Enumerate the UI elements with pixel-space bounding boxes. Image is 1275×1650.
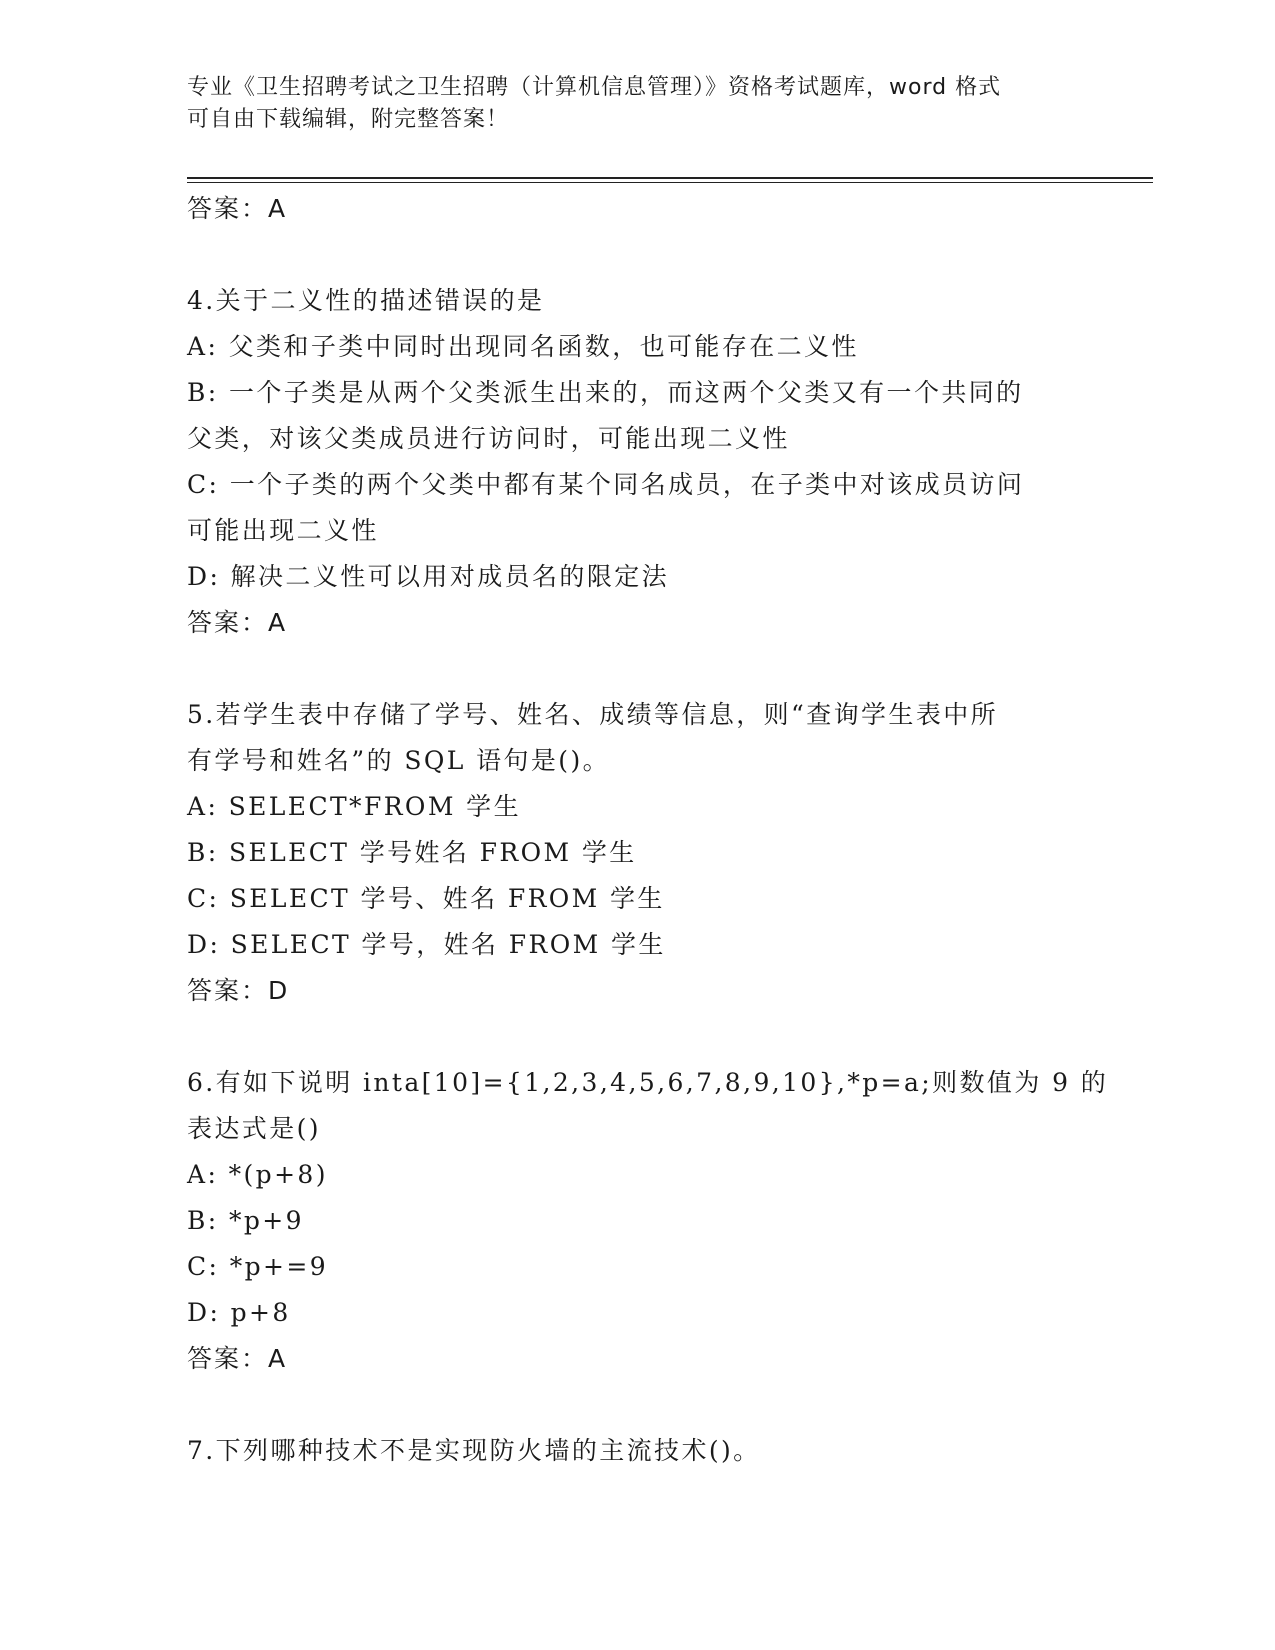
option-d: D: SELECT 学号，姓名 FROM 学生	[187, 930, 666, 959]
option-b-continued: 父类，对该父类成员进行访问时，可能出现二义性	[187, 424, 790, 453]
option-d: D: p+8	[187, 1298, 291, 1327]
question-stem-continued: 有学号和姓名”的 SQL 语句是()。	[187, 746, 611, 775]
option-d: D: 解决二义性可以用对成员名的限定法	[187, 562, 670, 591]
answer-q4: 答案：A	[187, 608, 288, 637]
question-7	[187, 1428, 1087, 1474]
header-line-2: 可自由下载编辑，附完整答案！	[187, 107, 510, 132]
question-4	[187, 278, 1087, 646]
header-line-1: 专业《卫生招聘考试之卫生招聘（计算机信息管理）》资格考试题库，word 格式	[187, 75, 1002, 100]
header-divider-thin	[187, 182, 1153, 183]
question-5	[187, 692, 1087, 1014]
answer-q5: 答案：D	[187, 976, 290, 1005]
spacer	[187, 1382, 1087, 1428]
option-b: B: 一个子类是从两个父类派生出来的，而这两个父类又有一个共同的	[187, 378, 1024, 407]
spacer	[187, 232, 1087, 278]
question-6	[187, 1060, 1109, 1382]
option-b: B: SELECT 学号姓名 FROM 学生	[187, 838, 637, 867]
answer-q6: 答案：A	[187, 1344, 288, 1373]
option-a: A: *(p+8)	[187, 1160, 328, 1189]
option-c: C: *p+=9	[187, 1252, 329, 1281]
question-stem: 6.有如下说明 inta[10]={1,2,3,4,5,6,7,8,9,10},*p=a;则数值为 9 的	[187, 1068, 1109, 1097]
question-stem: 4.关于二义性的描述错误的是	[187, 286, 545, 315]
option-b: B: *p+9	[187, 1206, 304, 1235]
option-a: A: SELECT*FROM 学生	[187, 792, 521, 821]
question-stem: 5.若学生表中存储了学号、姓名、成绩等信息，则“查询学生表中所	[187, 700, 999, 729]
question-stem-continued: 表达式是()	[187, 1114, 321, 1143]
spacer	[187, 1014, 1087, 1060]
spacer	[187, 646, 1087, 692]
answer-q3: 答案：A	[187, 194, 288, 223]
document-body	[187, 186, 1109, 1474]
option-c: C: SELECT 学号、姓名 FROM 学生	[187, 884, 665, 913]
question-stem: 7.下列哪种技术不是实现防火墙的主流技术()。	[187, 1436, 761, 1465]
option-c-continued: 可能出现二义性	[187, 516, 379, 545]
option-c: C: 一个子类的两个父类中都有某个同名成员，在子类中对该成员访问	[187, 470, 1025, 499]
option-a: A: 父类和子类中同时出现同名函数，也可能存在二义性	[187, 332, 859, 361]
header-divider-thick	[187, 177, 1153, 179]
page-header	[187, 72, 1067, 136]
